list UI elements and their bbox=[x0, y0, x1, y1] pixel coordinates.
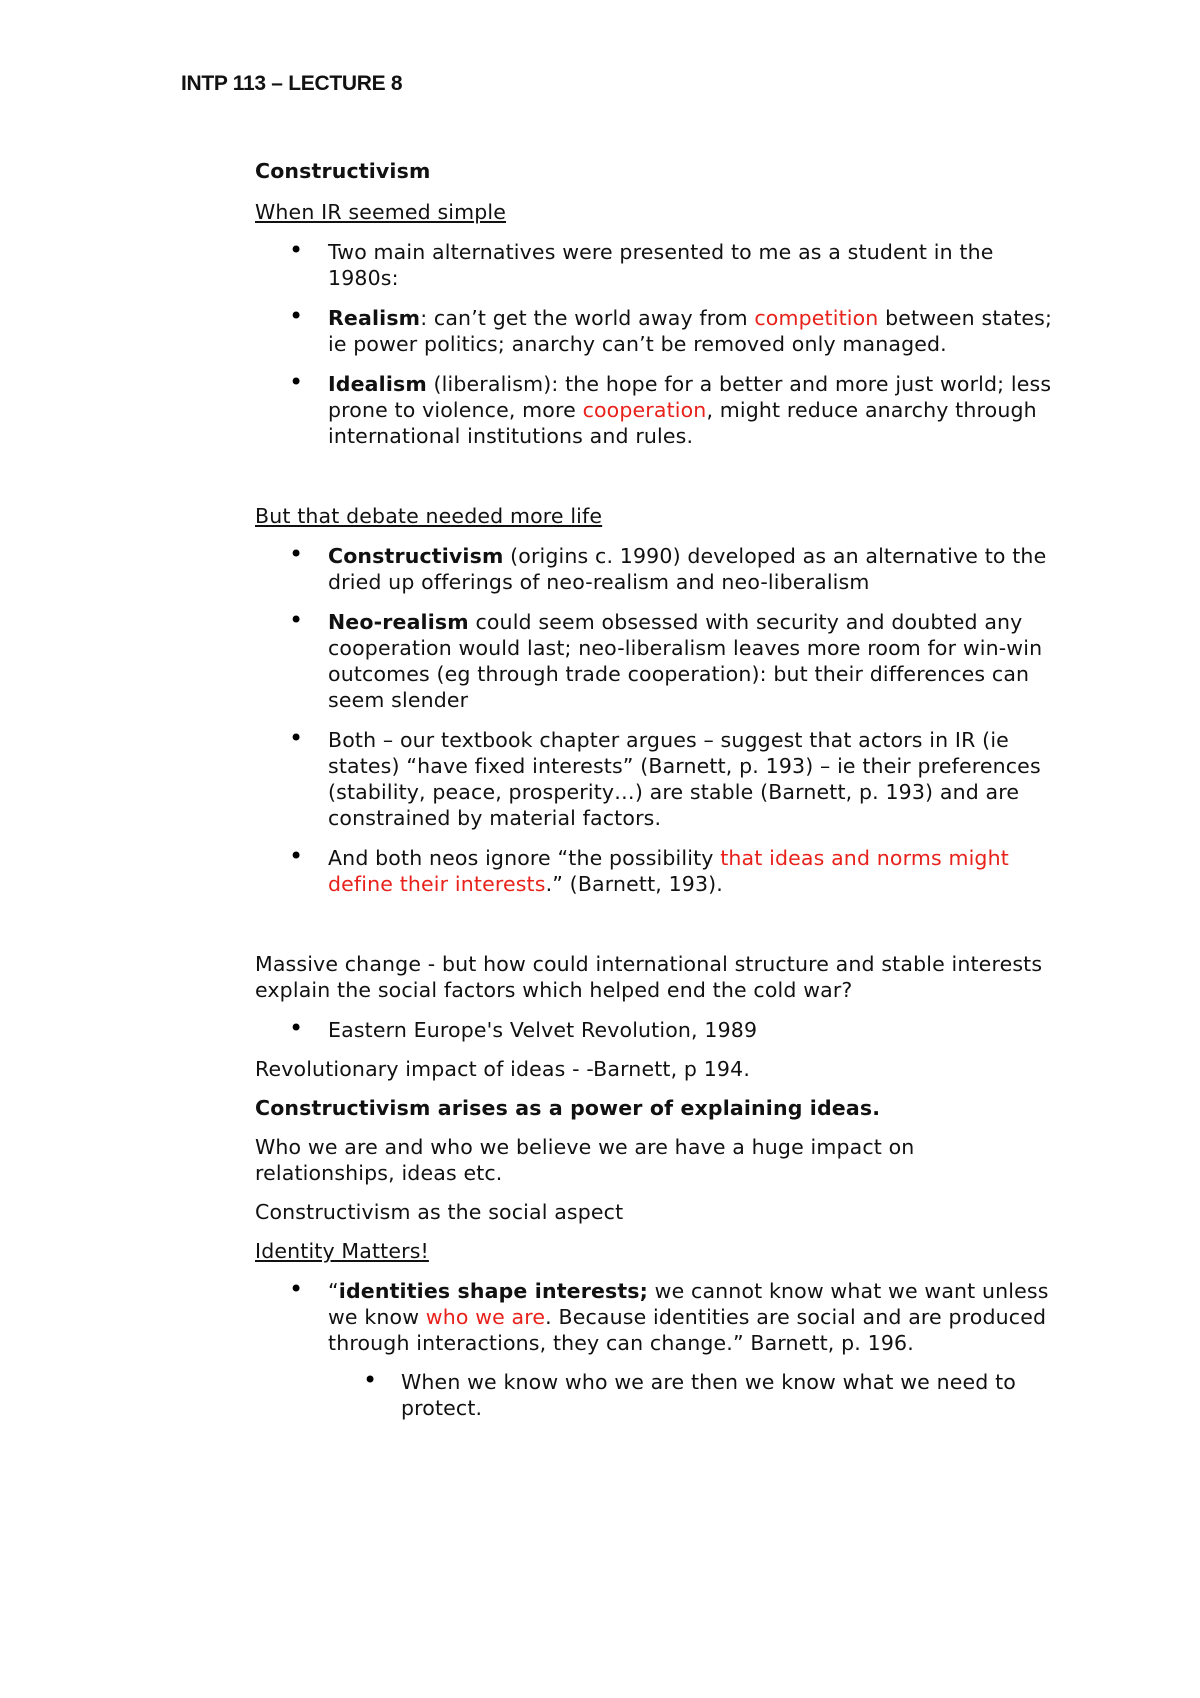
list-item-text: Eastern Europe's Velvet Revolution, 1989 bbox=[328, 1018, 758, 1042]
paragraph-massive-change: Massive change - but how could international structure and stable interests explain the social factors which helped end the cold war? bbox=[255, 952, 1043, 1002]
list-identity bbox=[255, 1278, 1055, 1421]
subheading-ir-simple: When IR seemed simple bbox=[255, 200, 507, 224]
document-header: INTP 113 – LECTURE 8 bbox=[181, 72, 403, 95]
section-title: Constructivism bbox=[255, 159, 431, 183]
list-item-text: we cannot know what we want unless we know bbox=[328, 1279, 1049, 1329]
paragraph-constructivism-arises: Constructivism arises as a power of explaining ideas. bbox=[255, 1096, 881, 1120]
list-item bbox=[255, 1278, 1055, 1356]
highlight-cooperation: cooperation bbox=[582, 398, 707, 422]
term-identities: identities shape interests; bbox=[338, 1279, 649, 1303]
term-realism: Realism bbox=[328, 306, 421, 330]
paragraph-social-aspect: Constructivism as the social aspect bbox=[255, 1200, 624, 1224]
list-item-text: , might reduce anarchy through international institutions and rules. bbox=[328, 398, 1037, 448]
list-item-text: Two main alternatives were presented to me as a student in the 1980s: bbox=[328, 240, 994, 290]
term-constructivism: Constructivism bbox=[328, 544, 504, 568]
list-item-text: Both – our textbook chapter argues – suggest that actors in IR (ie states) “have fixed interests” (Barnett, p. 193) – ie their preferences (stability, peace, prosperity…) are stable (Barnett, p. 193) and are constrained by material factors. bbox=[328, 728, 1041, 830]
term-idealism: Idealism bbox=[328, 372, 427, 396]
list-item-text: . Because identities are social and are produced through interactions, they can change.” Barnett, p. 196. bbox=[328, 1305, 1047, 1355]
list-debate bbox=[255, 543, 1055, 897]
list-item bbox=[255, 727, 1055, 831]
list-item bbox=[255, 609, 1055, 713]
subheading-identity-matters: Identity Matters! bbox=[255, 1239, 429, 1263]
term-neo-realism: Neo-realism bbox=[328, 610, 469, 634]
subheading-debate: But that debate needed more life bbox=[255, 504, 603, 528]
highlight-who-we-are: who we are bbox=[425, 1305, 546, 1329]
list-velvet bbox=[255, 1017, 1055, 1043]
list-item bbox=[255, 371, 1055, 449]
list-item-text: (origins c. 1990) developed as an alternative to the dried up offerings of neo-realism and neo-liberalism bbox=[328, 544, 1047, 594]
paragraph-who-we-are: Who we are and who we believe we are have a huge impact on relationships, ideas etc. bbox=[255, 1135, 915, 1185]
list-ir-simple bbox=[255, 239, 1055, 449]
list-item-text: (liberalism): the hope for a better and more just world; less prone to violence, more bbox=[328, 372, 1052, 422]
list-item bbox=[255, 239, 1055, 291]
highlight-competition: competition bbox=[754, 306, 879, 330]
highlight-ideas-norms: that ideas and norms might define their interests bbox=[328, 846, 1009, 896]
list-item-text: between states; ie power politics; anarchy can’t be removed only managed. bbox=[328, 306, 1053, 356]
list-item-text: And both neos ignore “the possibility bbox=[328, 846, 721, 870]
document-body bbox=[255, 158, 1055, 1421]
list-item bbox=[255, 543, 1055, 595]
list-item bbox=[255, 845, 1055, 897]
open-quote: “ bbox=[328, 1279, 339, 1303]
list-item bbox=[255, 1017, 1055, 1043]
list-item-nested bbox=[255, 1369, 1055, 1421]
list-item-text: : can’t get the world away from bbox=[420, 306, 755, 330]
list-item-text: could seem obsessed with security and doubted any cooperation would last; neo-liberalism leaves more room for win-win outcomes (eg through trade cooperation): but their differences can seem slender bbox=[328, 610, 1043, 712]
list-item-text: .” (Barnett, 193). bbox=[545, 872, 723, 896]
list-item-text: When we know who we are then we know what we need to protect. bbox=[401, 1370, 1016, 1420]
list-item bbox=[255, 305, 1055, 357]
paragraph-revolutionary-impact: Revolutionary impact of ideas - -Barnett, p 194. bbox=[255, 1057, 750, 1081]
